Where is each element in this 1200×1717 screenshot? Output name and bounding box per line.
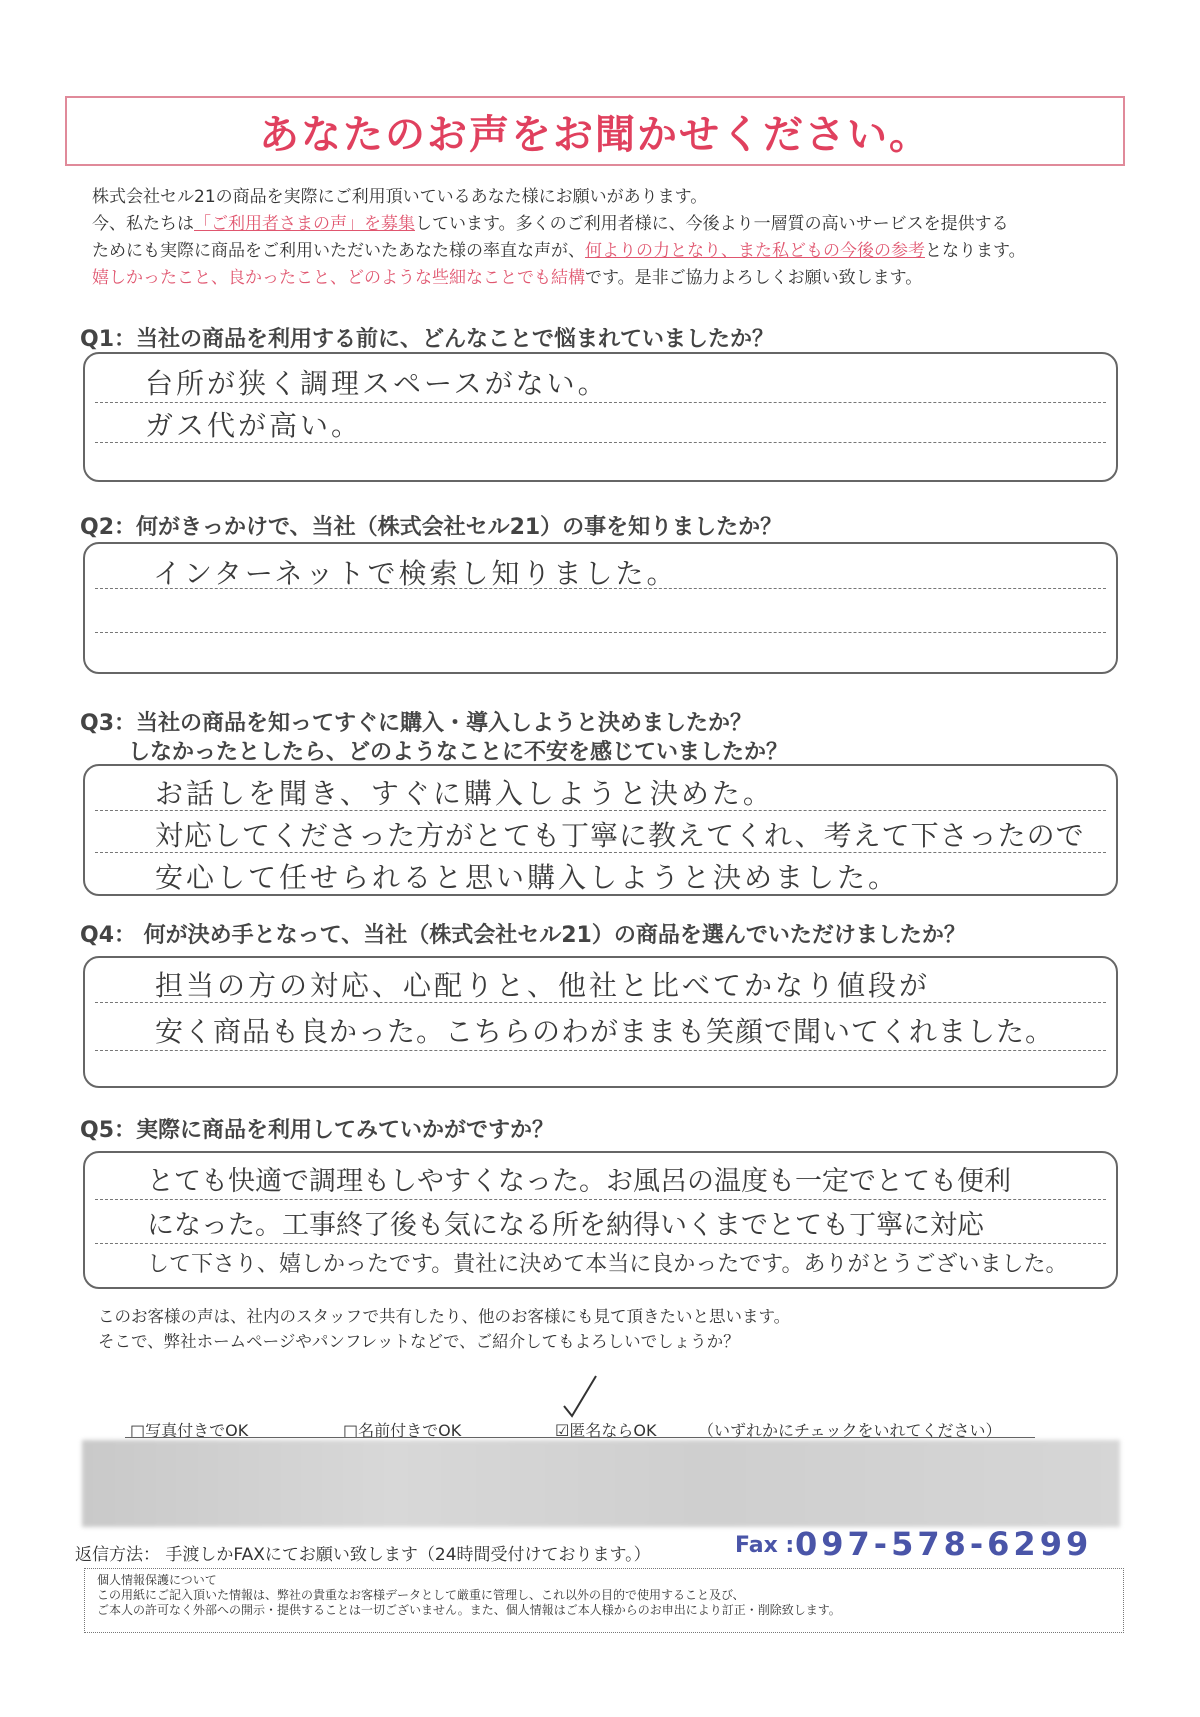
- intro-highlight: 嬉しかったこと、良かったこと、どのような些細なことでも結構: [92, 268, 585, 288]
- privacy-line-2: ご本人の許可なく外部への開示・提供することは一切ございません。また、個人情報はご本人様からのお申出により訂正・削除致します。: [97, 1603, 841, 1617]
- privacy-notice: [84, 1568, 1124, 1633]
- answer-5-line-3: して下さり、嬉しかったです。貴社に決めて本当に良かったです。ありがとうございました。: [147, 1252, 1068, 1277]
- question-5: Q5：実際に商品を利用してみていかがですか？: [80, 1118, 555, 1143]
- answer-4-line-2: 安く商品も良かった。こちらのわがままも笑顔で聞いてくれました。: [155, 1015, 1055, 1048]
- question-4: Q4： 何が決め手となって、当社（株式会社セル21）の商品を選んでいただけましたか？: [80, 923, 966, 948]
- options-underline: [125, 1437, 1035, 1438]
- intro-text: です。是非ご協力よろしくお願い致します。: [585, 268, 923, 288]
- answer-3-line-1: お話しを聞き、すぐに購入しようと決めた。: [155, 777, 774, 810]
- option-name-checkbox[interactable]: □名前付きでOK: [343, 1421, 462, 1440]
- privacy-line-1: この用紙にご記入頂いた情報は、弊社の貴重なお客様データとして厳重に管理し、これ以外の目的で使用すること及び、: [97, 1588, 745, 1602]
- question-2: Q2：何がきっかけで、当社（株式会社セル21）の事を知りましたか？: [80, 515, 783, 540]
- intro-line-1: 株式会社セル21の商品を実際にご利用頂いているあなた様にお願いがあります。: [92, 187, 708, 207]
- intro-line-2: [92, 211, 1132, 238]
- answer-5-line-1: とても快適で調理もしやすくなった。お風呂の温度も一定でとても便利: [147, 1166, 1011, 1197]
- share-line-2: そこで、弊社ホームページやパンフレットなどで、ご紹介してもよろしいでしょうか？: [98, 1332, 740, 1351]
- option-photo-checkbox[interactable]: □写真付きでOK: [130, 1421, 249, 1440]
- redacted-name-area: [82, 1440, 1120, 1527]
- answer-4-line-1: 担当の方の対応、心配りと、他社と比べてかなり値段が: [155, 969, 931, 1002]
- intro-line-3: [92, 238, 1132, 265]
- intro-highlight: 何よりの力となり、また私どもの今後の参考: [585, 241, 925, 261]
- answer-3-line-2: 対応してくださった方がとても丁寧に教えてくれ、考えて下さったので: [155, 819, 1085, 852]
- answer-2-line-1: インターネットで検索し知りました。: [153, 557, 678, 590]
- intro-text: ためにも実際に商品をご利用いただいたあなた様の率直な声が、: [92, 241, 585, 261]
- answer-3-line-3: 安心して任せられると思い購入しようと決めました。: [155, 861, 900, 894]
- option-anonymous-checkbox[interactable]: ☑匿名ならOK: [555, 1421, 657, 1440]
- intro-highlight: 「ご利用者さまの声」を募集: [194, 214, 415, 234]
- intro-text: となります。: [925, 241, 1026, 261]
- answer-box-5[interactable]: [83, 1151, 1118, 1289]
- question-1: Q1：当社の商品を利用する前に、どんなことで悩まれていましたか？: [80, 327, 775, 352]
- question-3-sub: しなかったとしたら、どのようなことに不安を感じていましたか？: [128, 740, 789, 765]
- answer-1-line-2: ガス代が高い。: [145, 409, 363, 442]
- option-note: （いずれかにチェックをいれてください）: [698, 1421, 1002, 1440]
- reply-method: 返信方法： 手渡しかFAXにてお願い致します（24時間受付けております。）: [75, 1545, 651, 1565]
- fax-number: 097-578-6299: [795, 1525, 1093, 1563]
- intro-text: 今、私たちは: [92, 214, 194, 234]
- share-line-1: このお客様の声は、社内のスタッフで共有したり、他のお客様にも見て頂きたいと思います。: [98, 1307, 791, 1326]
- privacy-title: 個人情報保護について: [97, 1573, 217, 1587]
- answer-box-3[interactable]: [83, 764, 1118, 896]
- answer-1-line-1: 台所が狭く調理スペースがない。: [145, 367, 609, 400]
- answer-5-line-2: になった。工事終了後も気になる所を納得いくまでとても丁寧に対応: [147, 1210, 984, 1241]
- question-3: Q3：当社の商品を知ってすぐに購入・導入しようと決めましたか？: [80, 711, 753, 736]
- fax-label: Fax :: [735, 1533, 795, 1558]
- page-title: あなたのお声をお聞かせください。: [259, 111, 931, 158]
- intro-text: しています。多くのご利用者様に、今後より一層質の高いサービスを提供する: [415, 214, 1009, 234]
- title-banner: [65, 96, 1125, 166]
- checkmark-icon: [560, 1372, 600, 1418]
- answer-box-4[interactable]: [83, 956, 1118, 1088]
- answer-box-1[interactable]: [83, 352, 1118, 482]
- answer-box-2[interactable]: [83, 542, 1118, 674]
- intro-line-4: [92, 265, 1132, 292]
